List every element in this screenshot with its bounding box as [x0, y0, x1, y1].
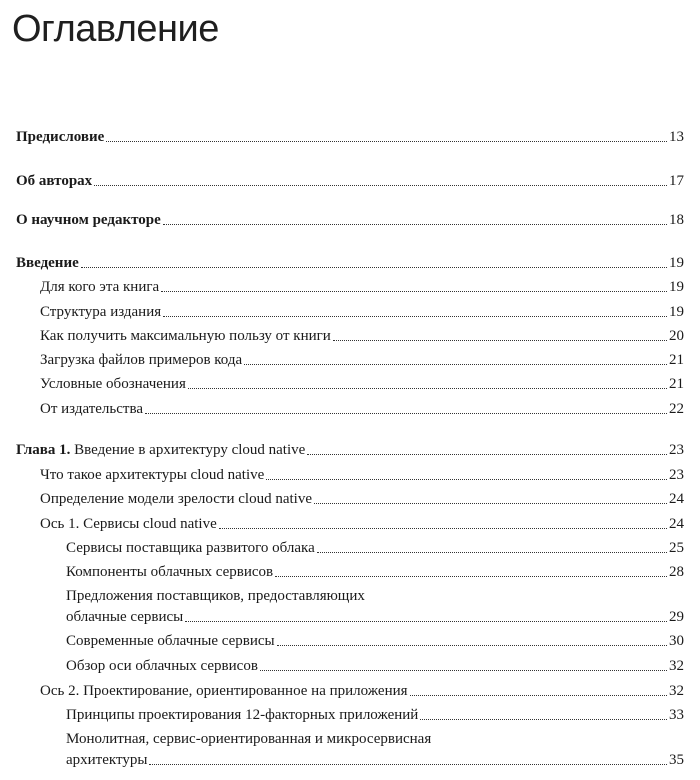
toc-entry-conventions[interactable] — [40, 373, 684, 393]
toc-entry-page: 23 — [669, 442, 684, 458]
toc-entry-label: Об авторах — [16, 173, 93, 189]
toc-entry-label: От издательства — [40, 401, 144, 417]
toc-entry-page: 19 — [669, 279, 684, 295]
dot-leader — [266, 479, 667, 480]
toc-entry-label: Загрузка файлов примеров кода — [40, 352, 243, 368]
dot-leader — [420, 719, 667, 720]
toc-entry-axis-overview[interactable] — [66, 655, 684, 675]
toc-entry-modern-cloud-services[interactable] — [66, 630, 684, 650]
dot-leader — [260, 670, 667, 671]
toc-entry-page: 13 — [669, 129, 684, 145]
toc-entry-max-benefit[interactable] — [40, 325, 684, 345]
toc-entry-page: 18 — [669, 212, 684, 228]
dot-leader — [163, 316, 667, 317]
toc-entry-label: Введение — [16, 255, 79, 271]
toc-entry-label: Структура издания — [40, 304, 162, 320]
toc-entry-page: 24 — [669, 491, 684, 507]
toc-entry-label: Для кого эта книга — [40, 279, 160, 295]
toc-entry-label: Обзор оси облачных сервисов — [66, 658, 258, 674]
dot-leader — [145, 413, 667, 414]
toc-entry-page: 25 — [669, 540, 684, 556]
toc-entry-page: 22 — [669, 401, 684, 417]
toc-entry-label: Ось 2. Проектирование, ориентированное на приложения — [40, 683, 408, 699]
toc-entry-page: 32 — [669, 658, 684, 674]
dot-leader — [410, 695, 667, 696]
toc-entry-audience[interactable] — [40, 276, 684, 296]
toc-entry-page: 24 — [669, 516, 684, 532]
dot-leader — [275, 576, 667, 577]
toc-entry-label: Современные облачные сервисы — [66, 633, 275, 649]
toc-entry-page: 29 — [669, 609, 684, 625]
toc-entry-label: Компоненты облачных сервисов — [66, 564, 274, 580]
toc-entry-page: 21 — [669, 376, 684, 392]
dot-leader — [149, 764, 667, 765]
dot-leader — [161, 291, 667, 292]
dot-leader — [106, 141, 667, 142]
dot-leader — [81, 267, 667, 268]
toc-entry-page: 33 — [669, 707, 684, 723]
dot-leader — [185, 621, 667, 622]
dot-leader — [244, 364, 667, 365]
page-title: Оглавление — [12, 8, 219, 50]
chapter-prefix: Глава 1. — [16, 442, 71, 458]
toc-entry-page: 28 — [669, 564, 684, 580]
dot-leader — [94, 185, 667, 186]
toc-entry-label-line1: Предложения поставщиков, предоставляющих — [66, 588, 365, 604]
toc-entry-authors[interactable] — [16, 170, 684, 190]
toc-entry-page: 20 — [669, 328, 684, 344]
toc-entry-page: 17 — [669, 173, 684, 189]
toc-entry-label: Предисловие — [16, 129, 105, 145]
dot-leader — [333, 340, 667, 341]
toc-entry-label: архитектуры — [66, 752, 148, 768]
toc-entry-vendor-offerings[interactable] — [66, 606, 684, 626]
toc-entry-page: 35 — [669, 752, 684, 768]
toc-entry-science-editor[interactable] — [16, 209, 684, 229]
dot-leader — [307, 454, 667, 455]
dot-leader — [219, 528, 667, 529]
toc-entry-label: Определение модели зрелости cloud native — [40, 491, 312, 507]
dot-leader — [314, 503, 667, 504]
toc-entry-label: Сервисы поставщика развитого облака — [66, 540, 315, 556]
toc-entry-axis-1[interactable] — [40, 513, 684, 533]
dot-leader — [277, 645, 667, 646]
toc-entry-structure[interactable] — [40, 301, 684, 321]
toc-entry-cloud-components[interactable] — [66, 561, 684, 581]
toc-entry-axis-2[interactable] — [40, 680, 684, 700]
toc-entry-what-is-cloud-native[interactable] — [40, 464, 684, 484]
toc-entry-label: облачные сервисы — [66, 609, 184, 625]
toc-entry-page: 19 — [669, 304, 684, 320]
toc-entry-label: Как получить максимальную пользу от книги — [40, 328, 331, 344]
toc-entry-code-download[interactable] — [40, 349, 684, 369]
toc-entry-page: 21 — [669, 352, 684, 368]
toc-entry-page: 23 — [669, 467, 684, 483]
chapter-title: Введение в архитектуру cloud native — [74, 442, 306, 458]
toc-entry-page: 30 — [669, 633, 684, 649]
toc-entry-label: О научном редакторе — [16, 212, 161, 228]
toc-entry-label: Условные обозначения — [40, 376, 186, 392]
toc-entry-page: 32 — [669, 683, 684, 699]
toc-entry-mature-cloud-services[interactable] — [66, 537, 684, 557]
toc-entry-introduction[interactable] — [16, 252, 684, 272]
dot-leader — [163, 224, 667, 225]
dot-leader — [188, 388, 667, 389]
toc-entry-architectures[interactable] — [66, 749, 684, 769]
toc-entry-label: Ось 1. Сервисы cloud native — [40, 516, 217, 532]
toc-entry-preface[interactable] — [16, 126, 684, 146]
toc-entry-maturity-model[interactable] — [40, 488, 684, 508]
dot-leader — [317, 552, 667, 553]
toc-entry-page: 19 — [669, 255, 684, 271]
toc-entry-label: Принципы проектирования 12-факторных приложений — [66, 707, 419, 723]
toc-entry-publisher[interactable] — [40, 398, 684, 418]
toc-entry-chapter-1[interactable] — [16, 439, 684, 459]
toc-entry-label: Что такое архитектуры cloud native — [40, 467, 265, 483]
toc-entry-label-line1: Монолитная, сервис-ориентированная и микросервисная — [66, 731, 432, 747]
toc-entry-12-factor[interactable] — [66, 704, 684, 724]
toc-entry-label — [16, 441, 305, 459]
